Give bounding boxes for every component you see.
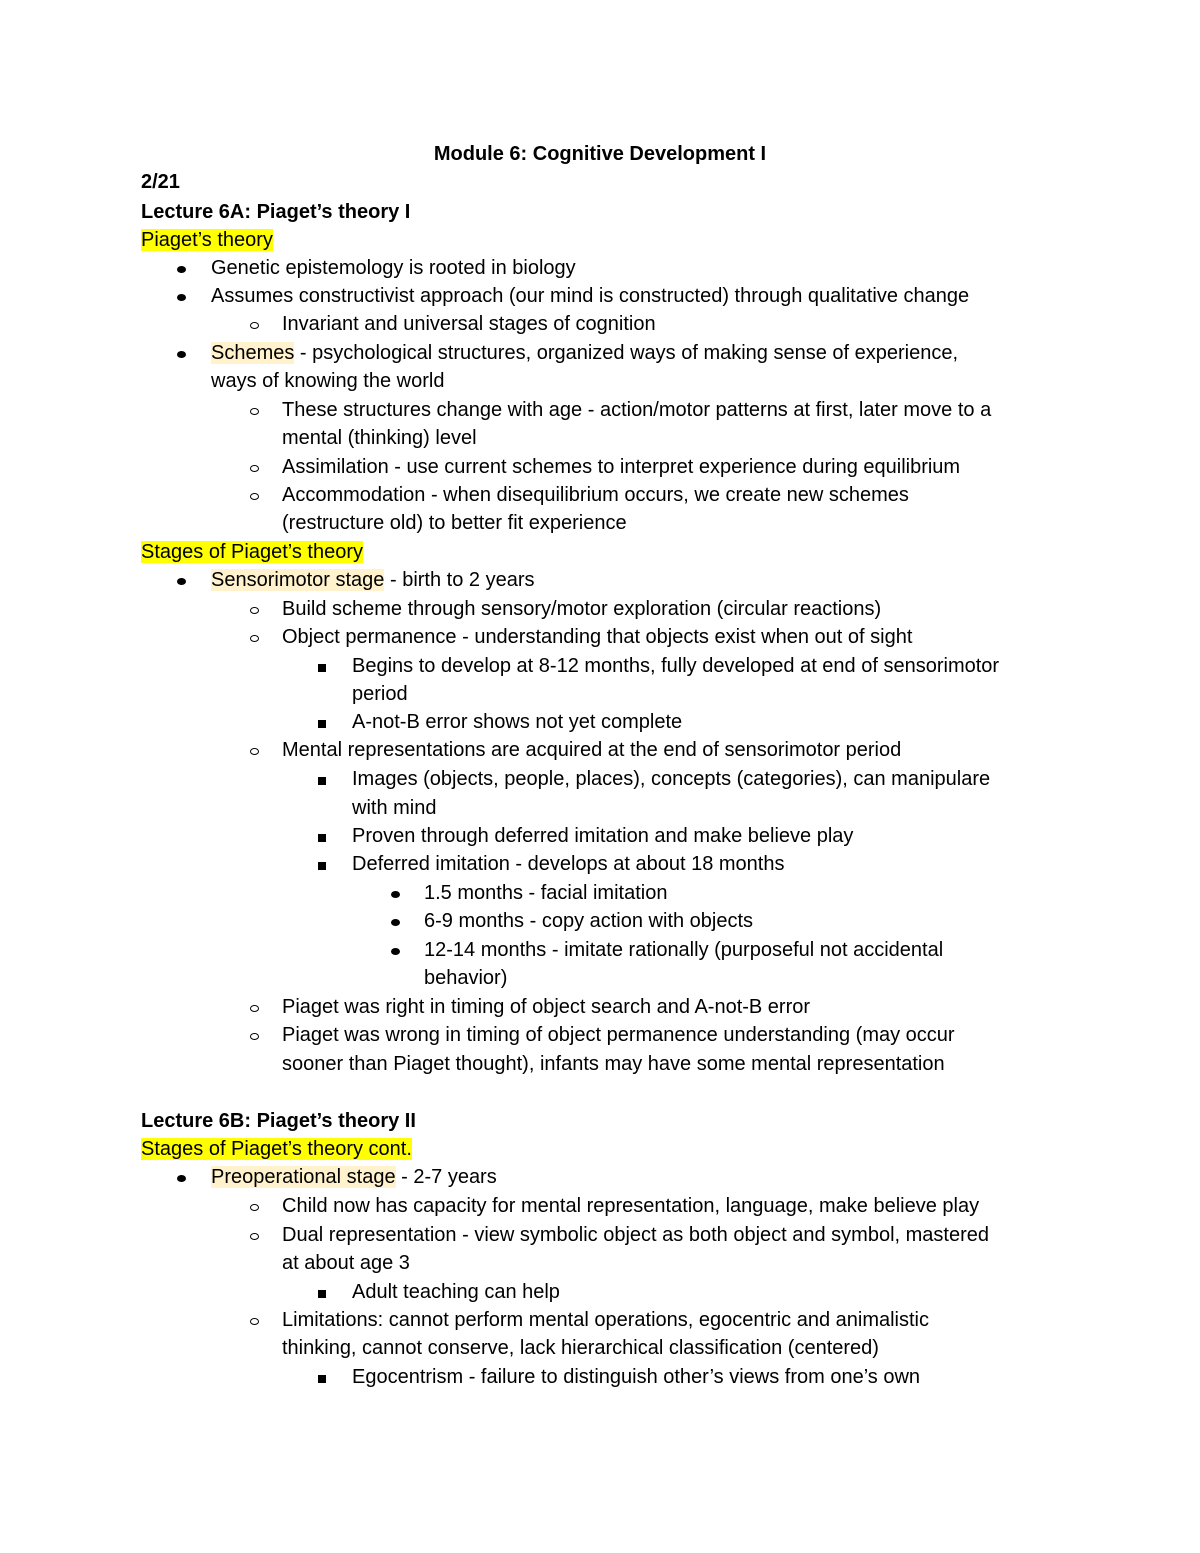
list-item: 6-9 months - copy action with objects: [424, 910, 754, 932]
lecture-6b-heading: Lecture 6B: Piaget’s theory II: [141, 1110, 416, 1132]
list-item: Limitations: cannot perform mental operations, egocentric and animalistic: [282, 1309, 929, 1331]
list-item: Images (objects, people, places), concepts (categories), can manipulare: [352, 768, 991, 790]
list-item-continuation: mental (thinking) level: [282, 427, 477, 449]
term-highlight: Preoperational stage: [211, 1166, 396, 1188]
bullet-circle: [250, 1233, 259, 1240]
list-item: Egocentrism - failure to distinguish other’s views from one’s own: [352, 1366, 921, 1388]
bullet-circle: [250, 748, 259, 755]
bullet-square: [318, 1290, 326, 1298]
bullet-circle: [250, 1005, 259, 1012]
bullet-disc: [177, 1175, 186, 1182]
section-highlight: Stages of Piaget’s theory: [141, 541, 363, 563]
bullet-disc: [391, 948, 400, 955]
term-definition: - psychological structures, organized ways of making sense of experience,: [294, 342, 959, 364]
list-item-schemes: [211, 339, 958, 367]
bullet-disc: [391, 891, 400, 898]
bullet-circle: [250, 408, 259, 415]
list-item: Begins to develop at 8-12 months, fully developed at end of sensorimotor: [352, 655, 1000, 677]
list-item-continuation: at about age 3: [282, 1252, 410, 1274]
term-highlight: Schemes: [211, 342, 295, 364]
bullet-square: [318, 777, 326, 785]
bullet-square: [318, 664, 326, 672]
bullet-square: [318, 862, 326, 870]
list-item: Invariant and universal stages of cognition: [282, 313, 656, 335]
bullet-disc: [177, 294, 186, 301]
list-item: Build scheme through sensory/motor exploration (circular reactions): [282, 598, 882, 620]
list-item: Deferred imitation - develops at about 18 months: [352, 853, 785, 875]
section-stages-cont: [141, 1135, 412, 1163]
list-item-preoperational: [211, 1163, 497, 1191]
bullet-circle: [250, 322, 259, 329]
section-highlight: Piaget’s theory: [141, 229, 273, 251]
bullet-circle: [250, 607, 259, 614]
page-title: Module 6: Cognitive Development I: [433, 143, 767, 165]
list-item: Assumes constructivist approach (our mind is constructed) through qualitative change: [211, 285, 970, 307]
list-item-continuation: thinking, cannot conserve, lack hierarchical classification (centered): [282, 1337, 879, 1359]
list-item-sensorimotor: [211, 566, 534, 594]
bullet-circle: [250, 635, 259, 642]
list-item: Adult teaching can help: [352, 1281, 560, 1303]
list-item-continuation: with mind: [352, 797, 437, 819]
list-item: These structures change with age - action/motor patterns at first, later move to a: [282, 399, 992, 421]
list-item-continuation: sooner than Piaget thought), infants may have some mental representation: [282, 1053, 945, 1075]
bullet-circle: [250, 1033, 259, 1040]
list-item-continuation: ways of knowing the world: [211, 370, 445, 392]
list-item-continuation: (restructure old) to better fit experience: [282, 512, 627, 534]
bullet-square: [318, 720, 326, 728]
bullet-circle: [250, 1318, 259, 1325]
bullet-circle: [250, 465, 259, 472]
list-item: Piaget was wrong in timing of object permanence understanding (may occur: [282, 1024, 955, 1046]
bullet-disc: [177, 351, 186, 358]
date-label: 2/21: [141, 171, 180, 193]
bullet-disc: [391, 919, 400, 926]
list-item: 1.5 months - facial imitation: [424, 882, 668, 904]
list-item: Proven through deferred imitation and make believe play: [352, 825, 854, 847]
list-item: Genetic epistemology is rooted in biology: [211, 257, 576, 279]
bullet-circle: [250, 493, 259, 500]
section-stages: [141, 538, 363, 566]
bullet-square: [318, 1375, 326, 1383]
term-highlight: Sensorimotor stage: [211, 569, 385, 591]
bullet-disc: [177, 578, 186, 585]
section-highlight: Stages of Piaget’s theory cont.: [141, 1138, 412, 1160]
bullet-square: [318, 834, 326, 842]
list-item: Piaget was right in timing of object search and A-not-B error: [282, 996, 811, 1018]
list-item-continuation: behavior): [424, 967, 508, 989]
list-item: Object permanence - understanding that objects exist when out of sight: [282, 626, 913, 648]
term-definition: - birth to 2 years: [384, 569, 535, 591]
lecture-6a-heading: Lecture 6A: Piaget’s theory I: [141, 201, 411, 223]
list-item: Child now has capacity for mental representation, language, make believe play: [282, 1195, 980, 1217]
list-item: A-not-B error shows not yet complete: [352, 711, 683, 733]
list-item: Assimilation - use current schemes to interpret experience during equilibrium: [282, 456, 961, 478]
list-item: 12-14 months - imitate rationally (purposeful not accidental: [424, 939, 944, 961]
list-item: Accommodation - when disequilibrium occurs, we create new schemes: [282, 484, 909, 506]
bullet-circle: [250, 1204, 259, 1211]
section-piagets-theory: [141, 226, 273, 254]
list-item: Mental representations are acquired at the end of sensorimotor period: [282, 739, 902, 761]
list-item: Dual representation - view symbolic object as both object and symbol, mastered: [282, 1224, 990, 1246]
list-item-continuation: period: [352, 683, 408, 705]
bullet-disc: [177, 266, 186, 273]
term-definition: - 2-7 years: [395, 1166, 497, 1188]
